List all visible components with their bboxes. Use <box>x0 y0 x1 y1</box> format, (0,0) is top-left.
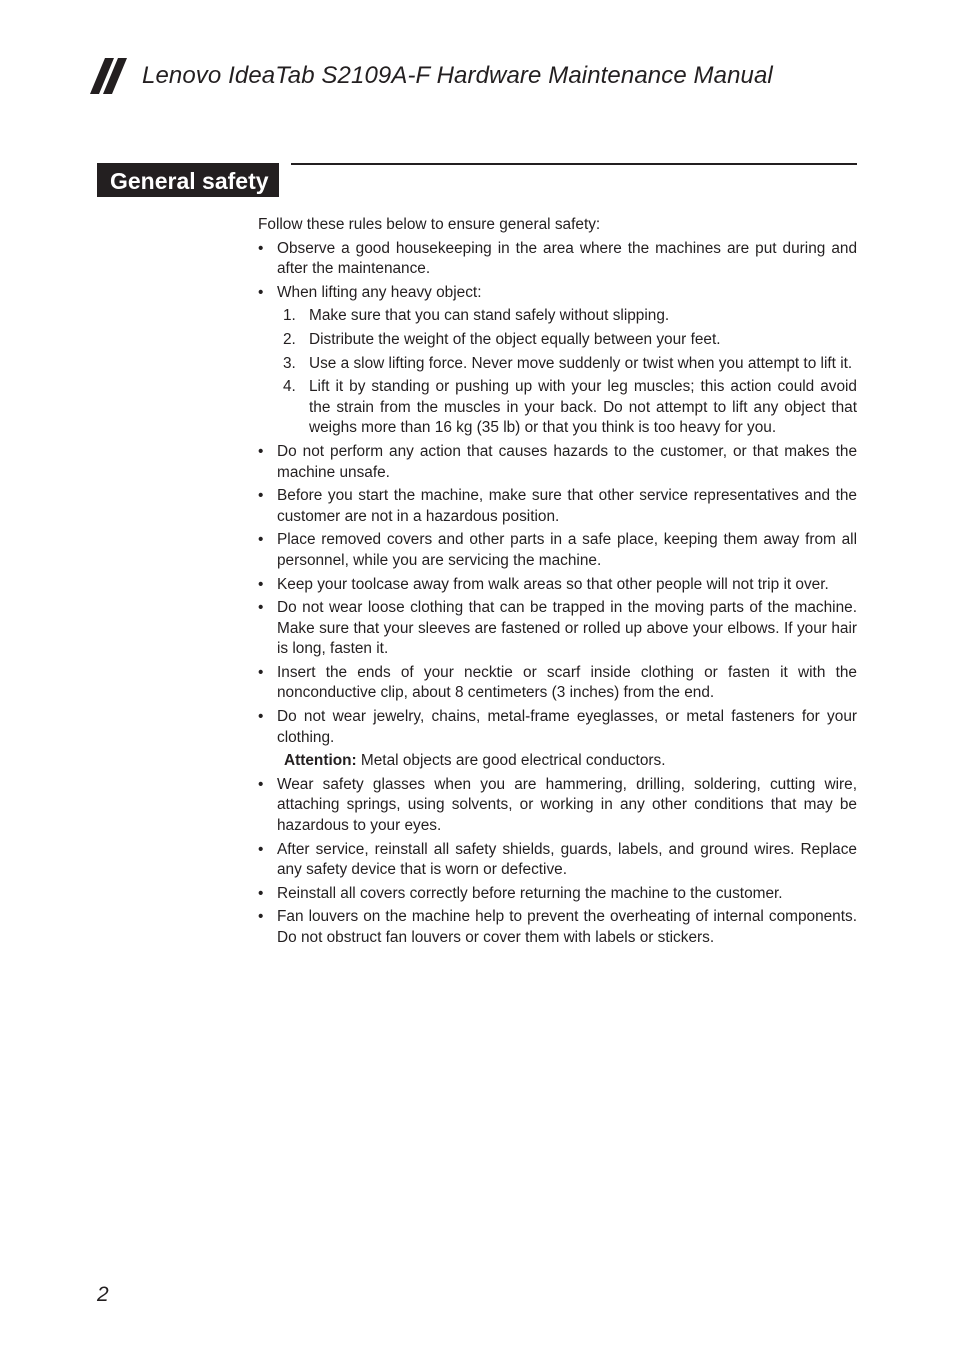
step-item <box>277 330 857 351</box>
list-item-text: Do not perform any action that causes hazards to the customer, or that makes the machine unsafe. <box>277 442 857 481</box>
list-item <box>258 907 857 948</box>
bullet-mark: • <box>258 239 264 257</box>
list-item-text: Before you start the machine, make sure that other service representatives and the customer are not in a hazardous position. <box>277 487 857 525</box>
list-item <box>258 442 857 483</box>
bullet-mark: • <box>258 531 264 549</box>
intro-text: Follow these rules below to ensure general safety: <box>258 216 601 233</box>
list-item-text: Keep your toolcase away from walk areas so that other people will not trip it over. <box>277 575 829 593</box>
list-item <box>258 775 857 837</box>
safety-rules-list-continued <box>258 775 857 949</box>
step-text: Lift it by standing or pushing up with your leg muscles; this action could avoid the strain from the muscles in your back. Do not attempt to lift any object that weighs more than 16 kg (35 lb) or that you think is too heavy for you. <box>309 378 857 437</box>
list-item <box>258 575 857 596</box>
bullet-mark: • <box>258 283 264 301</box>
step-number: 1. <box>283 307 296 325</box>
list-item-text: Place removed covers and other parts in a safe place, keeping them away from all personnel, while you are servicing the machine. <box>277 531 857 569</box>
page-header <box>90 58 773 94</box>
step-text: Use a slow lifting force. Never move suddenly or twist when you attempt to lift it. <box>309 354 853 372</box>
bullet-mark: • <box>258 840 264 858</box>
bullet-mark: • <box>258 575 264 593</box>
list-item <box>258 707 857 748</box>
list-item <box>258 239 857 280</box>
list-item <box>258 283 857 439</box>
bullet-mark: • <box>258 487 264 505</box>
step-item <box>277 306 857 327</box>
bullet-mark: • <box>258 442 264 460</box>
list-item <box>258 530 857 571</box>
section-rule <box>291 163 857 165</box>
manual-title: Lenovo IdeaTab S2109A-F Hardware Maintenance Manual <box>142 62 773 89</box>
list-item <box>258 486 857 527</box>
bullet-mark: • <box>258 708 264 726</box>
list-item-text: Observe a good housekeeping in the area where the machines are put during and after the maintenance. <box>277 239 857 278</box>
content-body <box>258 215 857 952</box>
step-item <box>277 354 857 375</box>
list-item <box>258 884 857 905</box>
bullet-mark: • <box>258 663 264 681</box>
list-item-text: Do not wear jewelry, chains, metal-frame eyeglasses, or metal fasteners for your clothing. <box>277 708 857 746</box>
step-text: Distribute the weight of the object equally between your feet. <box>309 330 721 348</box>
list-item <box>258 663 857 704</box>
bullet-mark: • <box>258 775 264 793</box>
list-item-text: When lifting any heavy object: <box>277 283 482 301</box>
section-title: General safety <box>97 163 279 197</box>
attention-note <box>258 751 857 772</box>
bullet-mark: • <box>258 599 264 617</box>
list-item-text: Insert the ends of your necktie or scarf inside clothing or fasten it with the nonconductive clip, about 8 centimeters (3 inches) from the end. <box>277 663 857 702</box>
double-slash-logo-icon <box>90 58 136 94</box>
list-item-text: Reinstall all covers correctly before returning the machine to the customer. <box>277 884 783 902</box>
list-item-text: Wear safety glasses when you are hammering, drilling, soldering, cutting wire, attaching springs, using solvents, or working in any other conditions that may be hazardous to your eyes. <box>277 775 857 835</box>
list-item <box>258 840 857 881</box>
bullet-mark: • <box>258 884 264 902</box>
page-number: 2 <box>97 1283 109 1306</box>
attention-label: Attention: <box>284 752 357 770</box>
bullet-mark: • <box>258 908 264 926</box>
step-number: 2. <box>283 330 296 348</box>
step-number: 4. <box>283 378 296 396</box>
step-number: 3. <box>283 354 296 372</box>
step-text: Make sure that you can stand safely without slipping. <box>309 307 670 325</box>
lifting-steps-list <box>277 306 857 439</box>
step-item <box>277 377 857 439</box>
attention-text: Metal objects are good electrical conductors. <box>356 752 666 770</box>
list-item-text: Do not wear loose clothing that can be trapped in the moving parts of the machine. Make sure that your sleeves are fastened or rolled up above your elbows. If your hair is long, fasten it. <box>277 599 857 658</box>
section-header <box>97 163 857 197</box>
list-item <box>258 598 857 660</box>
safety-rules-list <box>258 239 857 749</box>
list-item-text: After service, reinstall all safety shields, guards, labels, and ground wires. Replace any safety device that is worn or defective. <box>277 840 857 879</box>
list-item-text: Fan louvers on the machine help to prevent the overheating of internal components. Do not obstruct fan louvers or cover them with labels or stickers. <box>277 908 857 946</box>
